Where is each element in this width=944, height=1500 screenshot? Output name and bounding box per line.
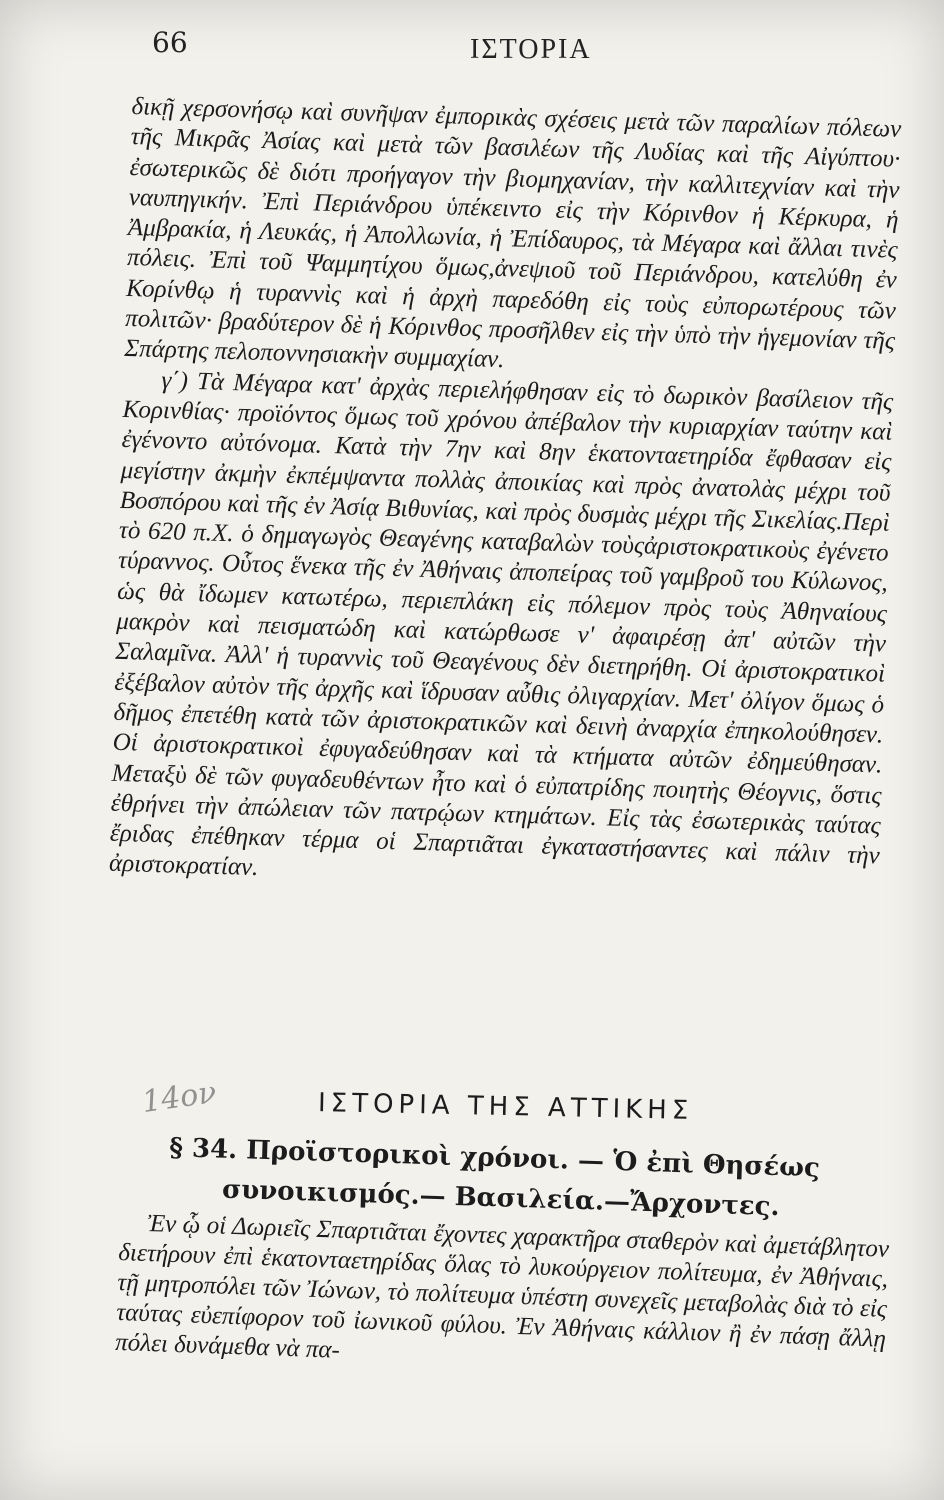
paragraph-corinth: δικῇ χερσονήσῳ καὶ συνῆψαν ἐμπορικὰς σχέσεις μετὰ τῶν παραλίων πόλεων τῆς Μικρᾶς Ἀσίας καὶ μετὰ τῶν βασιλέων τῆς Λυδίας καὶ τῆς Αἰγύπτου· ἐσωτερικῶς δὲ διότι προήγαγον τὴν βιομηχανίαν, τὴν καλλιτεχνίαν καὶ τὴν ναυπηγικήν. Ἐπὶ Περιάνδρου ὑπέκειντο εἰς τὴν Κόρινθον ἡ Κέρκυρα, ἡ Ἀμβρακία, ἡ Λευκάς, ἡ Ἀπολλωνία, ἡ Ἐπίδαυρος, τὰ Μέγαρα καὶ ἄλλαι τινὲς πόλεις. Ἐπὶ τοῦ Ψαμμητίχου ὅμως,ἀνεψιοῦ τοῦ Περιάνδρου, κατελύθη ἐν Κορίνθῳ ἡ τυραννὶς καὶ ἡ ἀρχὴ παρεδόθη εἰς τοὺς εὐπορωτέρους τῶν πολιτῶν· βραδύτερον δὲ ἡ Κόρινθος προσῆλθεν εἰς τὴν ὑπὸ τὴν ἡγεμονίαν τῆς Σπάρτης πελοποννησιακὴν συμμαχίαν. (123, 92, 902, 374)
page-number: 66 (152, 26, 188, 59)
section-heading: ΙΣΤΟΡΙΑ ΤΗΣ ΑΤΤΙΚΗΣ (317, 1088, 694, 1126)
paragraph-megara: γ΄) Τὰ Μέγαρα κατ' ἀρχὰς περιελήφθησαν εἰς τὸ δωρικὸν βασίλειον τῆς Κορινθίας· προϊόντος ὅμως τοῦ χρόνου ἀπέβαλον τὴν κυριαρχίαν ταύτην καὶ ἐγένοντο αὐτόνομα. Κατὰ τὴν 7ην καὶ 8ην ἑκατονταετηρίδα ἔφθασαν εἰς μεγίστην ἀκμὴν ἐκπέμψαντα πολλὰς ἀποικίας καὶ πρὸς ἀνατολὰς μέχρι τοῦ Βοσπόρου καὶ τῆς ἐν Ἀσίᾳ Βιθυνίας, καὶ πρὸς δυσμὰς μέχρι τῆς Σικελίας.Περὶ τὸ 620 π.Χ. ὁ δημαγωγὸς Θεαγένης καταβαλὼν τοὺςἀριστοκρατικοὺς ἐγένετο τύραννος. Οὗτος ἕνεκα τῆς ἐν Ἀθήναις ἀποπείρας τοῦ γαμβροῦ του Κύλωνος, ὡς θὰ ἴδωμεν κατωτέρω, περιεπλάκη εἰς πόλεμον πρὸς τοὺς Ἀθηναίους μακρὸν καὶ πεισματώδη καὶ κατώρθωσε ν' ἀφαιρέσῃ ἀπ' αὐτῶν τὴν Σαλαμῖνα. Ἀλλ' ἡ τυραννὶς τοῦ Θεαγένους δὲν διετηρήθη. Οἱ ἀριστοκρατικοὶ ἐξέβαλον αὐτὸν τῆς ἀρχῆς καὶ ἵδρυσαν αὖθις ὀλιγαρχίαν. Μετ' ὀλίγον ὅμως ὁ δῆμος ἐπετέθη κατὰ τῶν ἀριστοκρατικῶν καὶ δεινὴ ἀναρχία ἐπηκολούθησεν. Οἱ ἀριστοκρατικοὶ ἐφυγαδεύθησαν καὶ τὰ κτήματα αὐτῶν ἐδημεύθησαν. Μεταξὺ δὲ τῶν φυγαδευθέντων ἦτο καὶ ὁ εὐπατρίδης ποιητὴς Θέογνις, ὅστις ἐθρήνει τὴν ἀπώλειαν τῶν πατρῴων κτημάτων. Εἰς τὰς ἐσωτερικὰς ταύτας ἔριδας ἐπέθηκαν τέρμα οἱ Σπαρτιᾶται ἐγκαταστήσαντες καὶ πάλιν τὴν ἀριστοκρατίαν. (108, 366, 894, 882)
chapter-title-line-1: § 34. Προϊστορικοὶ χρόνοι. — Ὁ ἐπὶ Θησέως (168, 1132, 821, 1184)
paragraph-attica: Ἐν ᾧ οἱ Δωριεῖς Σπαρτιᾶται ἔχοντες χαρακτῆρα σταθερὸν καὶ ἀμετάβλητον διετήρουν ἐπὶ ἑκατονταετηρίδας ὅλας τὸ λυκούργειον πολίτευμα, ἐν Ἀθήναις, τῇ μητροπόλει τῶν Ἰώνων, τὸ πολίτευμα ὑπέστη συνεχεῖς μεταβολὰς διὰ τὸ εἰς ταύτας εὐεπίφορον τοῦ ἰωνικοῦ φύλου. Ἐν Ἀθήναις κάλλιον ἢ ἐν πάσῃ ἄλλῃ πόλει δυνάμεθα νὰ πα- (114, 1209, 890, 1364)
running-title: ΙΣΤΟΡΙΑ (470, 34, 592, 65)
chapter-title-line-2: συνοικισμός.— Βασιλεία.—Ἄρχοντες. (221, 1174, 781, 1223)
body-text (109, 92, 902, 902)
handwritten-margin-note: 14ον (139, 1074, 219, 1121)
